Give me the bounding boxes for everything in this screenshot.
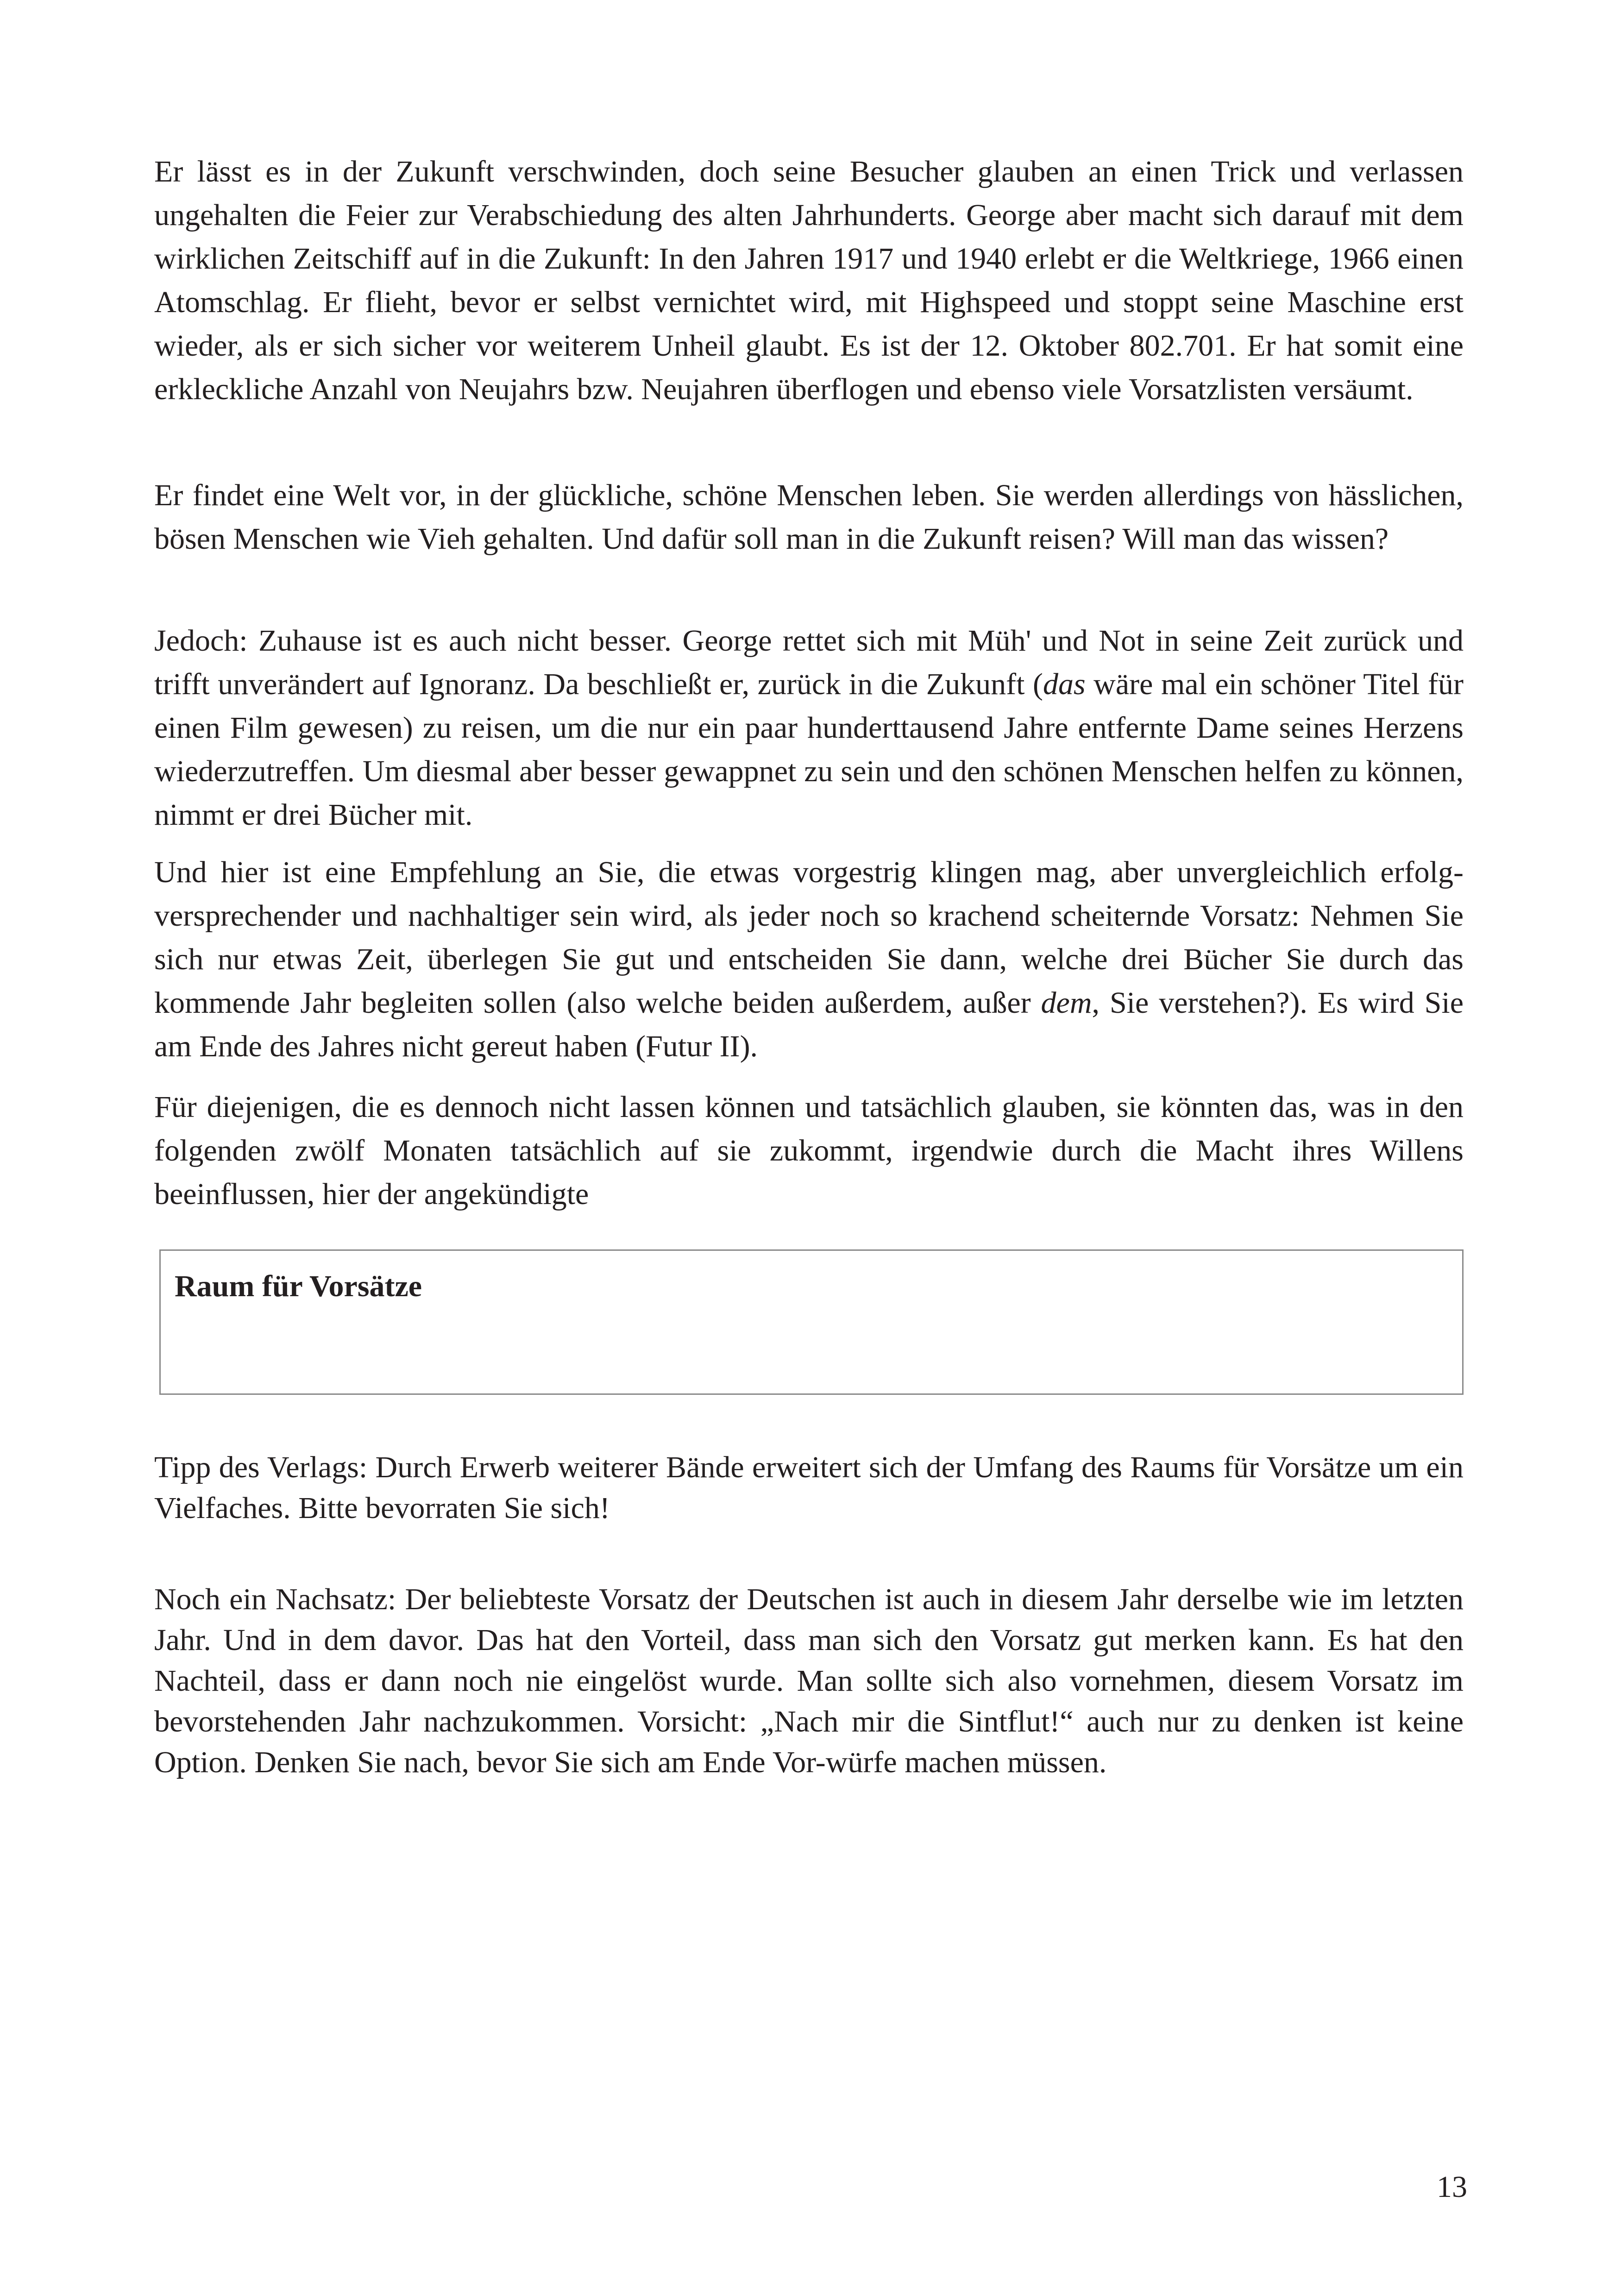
paragraph-return-text-2: wäre mal ein schöner Titel für einen Film gewesen) zu reisen, um die nur ein paar hunderttausend Jahre entfernte Dame seines Herzens wiederzutreffen. Um diesmal aber besser gewappnet zu sein und den schönen Menschen helfen zu können, nimmt er drei Bücher mit. bbox=[154, 667, 1464, 832]
paragraph-return-text-1: Jedoch: Zuhause ist es auch nicht besser. George rettet sich mit Müh' und Not in seine Zeit zurück und trifft unverändert auf Ignoranz. Da beschließt er, zurück in die Zukunft ( bbox=[154, 624, 1464, 701]
paragraph-return bbox=[154, 619, 1464, 837]
paragraph-publisher-tip: Tipp des Verlags: Durch Erwerb weiterer Bände erweitert sich der Umfang des Raums für Vorsätze um ein Vielfaches. Bitte bevorraten Sie sich! bbox=[154, 1450, 1464, 1525]
paragraph-postscript: Noch ein Nachsatz: Der beliebteste Vorsatz der Deutschen ist auch in diesem Jahr derselbe wie im letzten Jahr. Und in dem davor. Das hat den Vorteil, dass man sich den Vorsatz gut merken kann. Es hat den Nachteil, dass er dann noch nie eingelöst wurde. Man sollte sich also vornehmen, diesem Vorsatz im bevorstehenden Jahr nachzukommen. Vorsicht: „Nach mir die Sintflut!“ auch nur zu denken ist keine Option. Denken Sie nach, bevor Sie sich am Ende Vor-würfe machen müssen. bbox=[154, 1582, 1464, 1779]
paragraph-announcement: Für diejenigen, die es dennoch nicht lassen können und tatsächlich glauben, sie könnten das, was in den folgenden zwölf Monaten tatsächlich auf sie zukommt, irgendwie durch die Macht ihres Willens beeinflussen, hier der angekündigte bbox=[154, 1090, 1464, 1211]
paragraph-time-travel: Er lässt es in der Zukunft verschwinden, doch seine Besucher glauben an einen Trick und verlassen ungehalten die Feier zur Verabschiedung des alten Jahrhunderts. George aber macht sich darauf mit dem wirklichen Zeitschiff auf in die Zukunft: In den Jahren 1917 und 1940 erlebt er die Weltkriege, 1966 einen Atomschlag. Er flieht, bevor er selbst vernichtet wird, mit Highspeed und stoppt seine Maschine erst wieder, als er sich sicher vor weiterem Unheil glaubt. Es ist der 12. Oktober 802.701. Er hat somit eine erkleckliche Anzahl von Neujahrs bzw. Neujahren überflogen und ebenso viele Vorsatzlisten versäumt. bbox=[154, 155, 1464, 406]
resolutions-box-title: Raum für Vorsätze bbox=[175, 1269, 422, 1303]
resolutions-box bbox=[159, 1249, 1464, 1395]
paragraph-recommendation-text-1: Und hier ist eine Empfehlung an Sie, die etwas vorgestrig klingen mag, aber unvergleichlich erfolgversprechender und nachhaltiger sein wird, als jeder noch so krachend scheiternde Vorsatz: Nehmen Sie sich nur etwas Zeit, überlegen Sie gut und entscheiden Sie dann, welche drei Bücher Sie durch das kommende Jahr begleiten sollen (also welche beiden außerdem, außer bbox=[154, 855, 1464, 1020]
paragraph-recommendation-text-2: , Sie verstehen?). Es wird Sie am Ende des Jahres nicht gereut haben (Futur II). bbox=[154, 986, 1464, 1063]
paragraph-recommendation bbox=[154, 851, 1464, 1068]
page-number: 13 bbox=[1437, 2170, 1467, 2204]
paragraph-recommendation-emphasis: dem bbox=[1041, 986, 1092, 1020]
paragraph-future-world: Er findet eine Welt vor, in der glückliche, schöne Menschen leben. Sie werden allerdings von hässlichen, bösen Menschen wie Vieh gehalten. Und dafür soll man in die Zukunft reisen? Will man das wissen? bbox=[154, 478, 1464, 556]
paragraph-return-emphasis: das bbox=[1043, 667, 1086, 701]
